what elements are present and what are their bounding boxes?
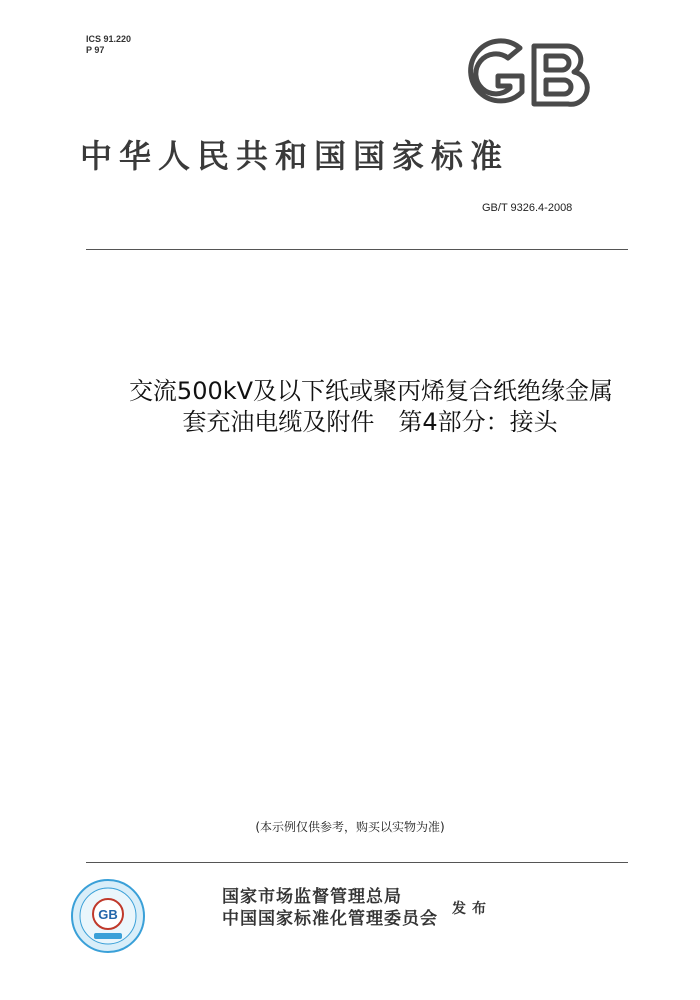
ccs-code: P 97 [86, 45, 105, 55]
standard-title [40, 376, 700, 438]
logo-text: GB [462, 38, 464, 39]
standard-organization: 中华人民共和国国家标准 [80, 137, 510, 175]
ics-code: ICS 91.220 [86, 34, 132, 44]
publish-label: 发布 [452, 901, 492, 917]
title-line-2: 套充油电缆及附件 第4部分：接头 [182, 408, 558, 436]
issuer-sac: 中国国家标准化管理委员会 [222, 909, 438, 929]
sample-note: (本示例仅供参考，购买以实物为准) [255, 820, 445, 834]
top-divider [86, 249, 628, 250]
issuing-authorities [222, 886, 438, 930]
standard-number: GB/T 9326.4-2008 [482, 202, 573, 214]
bottom-divider [86, 862, 628, 863]
title-line-1: 交流500kV及以下纸或聚丙烯复合纸绝缘金属 [128, 377, 614, 405]
gb-logo [462, 38, 592, 116]
seal-text: GB [98, 907, 118, 922]
classification-codes [86, 34, 131, 56]
issuer-samr: 国家市场监督管理总局 [222, 887, 402, 907]
certification-seal-icon [70, 878, 146, 954]
